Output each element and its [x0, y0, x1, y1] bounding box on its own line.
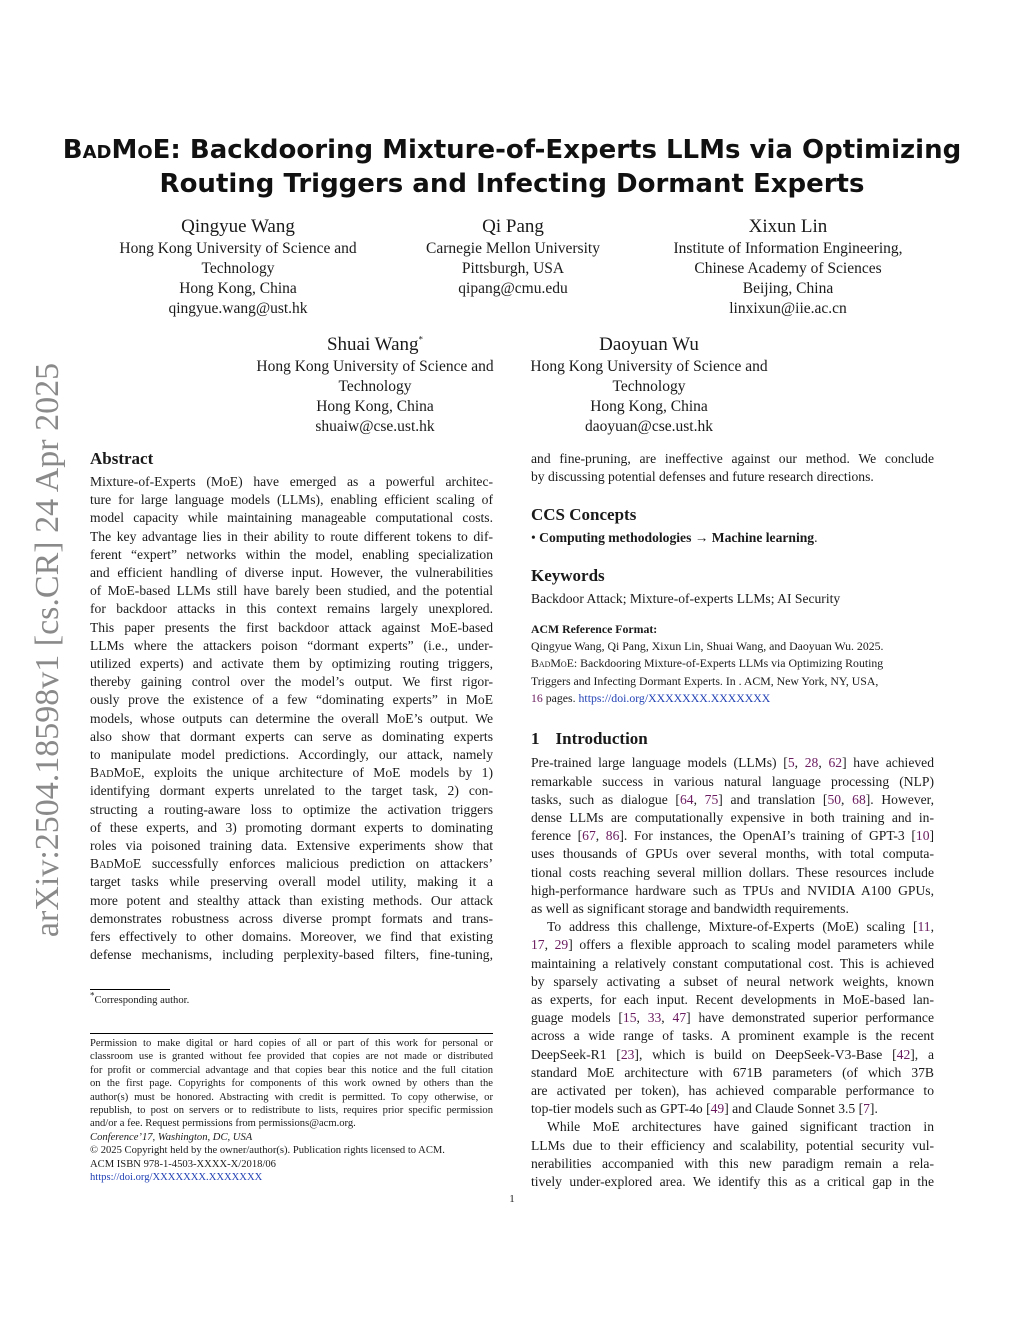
citation-link[interactable]: 75 [704, 791, 719, 807]
author-affiliation: Hong Kong University of Science and [530, 358, 768, 375]
text-line: uses thousands of GPUs over several months, with total computa- [531, 846, 934, 862]
title-line-2: Routing Triggers and Infecting Dormant Experts [159, 169, 865, 199]
ccs-item: Machine learning [711, 530, 815, 546]
citation-link[interactable]: 68 [852, 791, 866, 807]
text-line: republish, to post on servers or to redistribute to lists, requires prior specific permission [90, 1105, 493, 1117]
text-line: thereby gaining control over the model’s output. We first rigor- [90, 674, 493, 690]
text-line: by sparsely activating a subset of neural network weights, known [531, 973, 934, 989]
text-line: top-tier models such as GPT-4o [49] and Claude Sonnet 3.5 [7]. [531, 1101, 878, 1117]
text-line: standard MoE architecture with 671B parameters (of which 37B [531, 1064, 934, 1080]
text-line: LLMs where the attackers poison “dormant experts” (i.e., under- [90, 637, 493, 653]
pages-count[interactable]: 16 [531, 691, 543, 705]
text-line: dense LLMs are computationally expensive in both training and in- [531, 809, 934, 825]
text-line: Permission to make digital or hard copies of all or part of this work for personal or [90, 1038, 493, 1049]
author-block [499, 333, 799, 437]
text-line: BadMoE, exploits the unique architecture of MoE models by 1) [90, 765, 493, 781]
footnote-rule [90, 989, 170, 990]
text-line: While MoE architectures have gained significant traction in [547, 1119, 934, 1135]
text-line: for profit or commercial advantage and that copies bear this notice and the full citation [90, 1064, 493, 1076]
text-line: ference [67, 86]. For instances, the OpenAI’s training of GPT-3 [10] [531, 828, 935, 844]
text-line: and efficient handling of diverse input. However, the vulnerabilities [90, 565, 493, 581]
text-line: LLMs due to their efficiency and scalability, potential security vul- [531, 1137, 934, 1153]
arxiv-identifier[interactable] [30, 360, 66, 940]
pages-word: pages. [545, 691, 576, 705]
text-line: tasks, such as dialogue [64, 75] and translation [50, 68]. However, [531, 791, 935, 807]
text-line: target tasks while preserving overall model utility, making it a [90, 874, 493, 890]
copyright-line: © 2025 Copyright held by the owner/author(s). Publication rights licensed to ACM. [90, 1145, 445, 1157]
citation-link[interactable]: 17 [531, 937, 545, 953]
citation-link[interactable]: 67 [582, 828, 596, 844]
text-line: utilized experts) and activate them by optimizing routing triggers, [90, 656, 493, 672]
ccs-item: Computing methodologies [539, 530, 692, 546]
citation-link[interactable]: 15 [622, 1010, 637, 1026]
citation-link[interactable]: 49 [710, 1101, 725, 1117]
text-line: of these experts, and 3) promoting dormant experts to dominating [90, 819, 493, 835]
section-number: 1 [531, 729, 540, 749]
text-line: To address this challenge, Mixture-of-Experts (MoE) scaling [11, [547, 919, 934, 935]
citation-link[interactable]: 23 [620, 1046, 635, 1062]
citation-link[interactable]: 5 [787, 755, 795, 771]
method-name: BadMoE [90, 765, 142, 781]
acm-reference-line [531, 690, 934, 707]
text-line: as well as significant storage and bandwidth requirements. [531, 900, 849, 916]
text-line: across a wide range of tasks. A prominent example is the recent [531, 1028, 934, 1044]
acm-reference-line: Triggers and Infecting Dormant Experts. In . ACM, New York, NY, USA, [531, 673, 879, 688]
text-line: defense mechanisms, including perplexity-based filters, fine-tuning, [90, 947, 493, 963]
text-line: as experts, for each input. Recent developments in MoE-based lan- [531, 991, 934, 1007]
author-name: Daoyuan Wu [599, 334, 699, 355]
citation-link[interactable]: 7 [863, 1101, 870, 1117]
text-line: The key advantage lies in their ability to route different tokens to dif- [90, 528, 493, 544]
text-line: ously prove the existence of a few “dominating experts” in MoE [90, 692, 493, 708]
text-line: identifying dormant experts unrelated to the target task, 2) con- [90, 783, 493, 799]
author-block [88, 215, 388, 319]
isbn-line: ACM ISBN 978-1-4503-XXXX-X/2018/06 [90, 1158, 276, 1170]
corresponding-author-mark: * [418, 334, 424, 345]
bullet: • [531, 530, 536, 546]
acm-doi-link[interactable]: https://doi.org/XXXXXXX.XXXXXXX [578, 691, 771, 705]
author-email[interactable]: linxixun@iie.ac.cn [729, 300, 847, 317]
text-line: demonstrates robustness across diverse prompt formats and trans- [90, 910, 493, 926]
introduction-heading [531, 728, 934, 750]
text-line: and/or a fee. Request permissions from permissions@acm.org. [90, 1118, 356, 1130]
author-name: Shuai Wang* [326, 334, 424, 355]
text-line: 17, 29] offers a flexible approach to scaling model parameters while [531, 937, 934, 953]
text-line: of MoE-based LLMs still have barely been studied, and the potential [90, 583, 493, 599]
author-location: Hong Kong, China [179, 280, 297, 297]
text-line: DeepSeek-R1 [23], which is build on DeepSeek-V3-Base [42], a [531, 1046, 935, 1062]
citation-link[interactable]: 64 [679, 791, 694, 807]
ccs-heading: CCS Concepts [531, 505, 637, 525]
author-affiliation: Hong Kong University of Science and [119, 240, 357, 257]
method-name: BadMoE [531, 656, 574, 671]
text-line: ture for large language models (LLMs), enabling efficient scaling of [90, 492, 493, 508]
citation-link[interactable]: 33 [647, 1010, 662, 1026]
citation-link[interactable]: 28 [804, 755, 819, 771]
permission-block [90, 1037, 493, 1184]
paper-title [60, 133, 964, 201]
text-line: more potent and stealthy attack than existing methods. Our attack [90, 892, 493, 908]
citation-link[interactable]: 10 [915, 828, 930, 844]
author-email[interactable]: qipang@cmu.edu [458, 280, 568, 297]
method-name: BadMoE [62, 135, 171, 165]
text-line: BadMoE successfully enforces malicious prediction on attackers’ [90, 856, 493, 872]
author-email[interactable]: daoyuan@cse.ust.hk [585, 418, 713, 435]
author-block [638, 215, 938, 319]
text-line: structing a routing-aware loss to optimize the activation triggers [90, 801, 493, 817]
text-line: roles via poisoned training data. Extensive experiments show that [90, 838, 493, 854]
footnote-text: Corresponding author. [94, 995, 190, 1006]
text-line: Mixture-of-Experts (MoE) have emerged as a powerful architec- [90, 474, 493, 489]
text-line: fers effectively to other domains. Moreover, we find that existing [90, 929, 493, 945]
citation-link[interactable]: 47 [672, 1010, 687, 1026]
author-email[interactable]: qingyue.wang@ust.hk [168, 300, 308, 317]
ccs-concepts [531, 529, 934, 547]
text-line: also show that dormant experts can serve as dominating experts [90, 728, 493, 744]
citation-link[interactable]: 50 [827, 791, 842, 807]
text-line: tively under-explored area. We identify this as a critical gap in the [531, 1173, 934, 1189]
author-affiliation: Institute of Information Engineering, [673, 240, 903, 257]
acm-reference [531, 621, 934, 707]
author-location: Hong Kong, China [316, 398, 434, 415]
intro-paragraph-3 [531, 1118, 934, 1191]
footnote-mark: * [90, 990, 95, 1001]
author-block [388, 215, 638, 299]
ccs-end: . [814, 530, 818, 546]
keywords-heading: Keywords [531, 565, 605, 585]
title-line-1: BadMoE: Backdooring Mixture-of-Experts LLMs via Optimizing [62, 135, 962, 165]
text-line: to manipulate model predictions. Accordingly, our attack, namely [90, 747, 493, 763]
text-line: ferent “expert” networks within the model, enabling specialization [90, 546, 493, 562]
citation-link[interactable]: 86 [605, 828, 620, 844]
arrow-icon: → [694, 530, 709, 546]
text-line: high-performance hardware such as TPUs and NVIDIA A100 GPUs, [531, 882, 934, 898]
permission-text [90, 1037, 493, 1131]
text-line: tional costs reaching several million dollars. These resources include [531, 864, 934, 880]
text-line: model capacity while maintaining manageable computational costs. [90, 510, 493, 526]
citation-link[interactable]: 29 [554, 937, 569, 953]
intro-paragraph-2 [531, 918, 934, 1118]
author-location: Beijing, China [742, 280, 834, 297]
author-name: Xixun Lin [748, 216, 828, 237]
intro-paragraph-1 [531, 754, 934, 918]
author-affiliation: Technology [201, 260, 275, 277]
author-location: Hong Kong, China [590, 398, 708, 415]
acm-reference-heading: ACM Reference Format: [531, 621, 658, 636]
text-line: remarkable success in various natural language processing (NLP) [531, 773, 934, 789]
text-line: and fine-pruning, are ineffective against our method. We conclude [531, 451, 934, 466]
author-block [225, 333, 525, 437]
footnote [90, 990, 190, 1006]
author-email[interactable]: shuaiw@cse.ust.hk [315, 418, 435, 435]
keywords-text: Backdoor Attack; Mixture-of-experts LLMs; AI Security [531, 590, 841, 606]
text-line: nerabilities accompanied with this new paradigm remain a rela- [531, 1155, 934, 1171]
abstract-continued [531, 450, 934, 486]
author-name: Qingyue Wang [181, 216, 295, 237]
arxiv-identifier-text: arXiv:2504.18598v1 [cs.CR] 24 Apr 2025 [29, 362, 66, 938]
doi-link[interactable]: https://doi.org/XXXXXXX.XXXXXXX [90, 1172, 263, 1184]
method-name: BadMoE [90, 856, 142, 872]
acm-reference-line: Qingyue Wang, Qi Pang, Xixun Lin, Shuai Wang, and Daoyuan Wu. 2025. [531, 639, 884, 654]
author-affiliation: Technology [338, 378, 412, 395]
text-line: This paper presents the first backdoor attack against MoE-based [90, 619, 493, 635]
citation-link[interactable]: 42 [896, 1046, 911, 1062]
abstract-heading: Abstract [90, 449, 154, 468]
text-line: guage models [15, 33, 47] have demonstrated superior performance [531, 1010, 935, 1026]
author-location: Pittsburgh, USA [461, 260, 565, 277]
abstract-body [90, 473, 493, 964]
text-line: on the first page. Copyrights for components of this work owned by others than the [90, 1078, 493, 1090]
acm-reference-line: BadMoE: Backdooring Mixture-of-Experts LLMs via Optimizing Routing [531, 656, 884, 671]
text-line: by discussing potential defenses and future research directions. [531, 469, 874, 485]
citation-link[interactable]: 62 [828, 755, 843, 771]
conference-info: Conference’17, Washington, DC, USA [90, 1131, 253, 1143]
text-line: for backdoor attacks in this context remains largely unexplored. [90, 601, 493, 617]
author-affiliation: Hong Kong University of Science and [256, 358, 494, 375]
permission-rule [90, 1033, 493, 1034]
author-name: Qi Pang [482, 216, 544, 237]
author-affiliation: Technology [612, 378, 686, 395]
text-line: models, whose outputs can determine the overall MoE’s output. We [90, 710, 493, 726]
author-affiliation: Chinese Academy of Sciences [694, 260, 882, 277]
page-number: 1 [509, 1193, 515, 1205]
author-affiliation: Carnegie Mellon University [426, 240, 600, 257]
abstract-section [90, 448, 493, 964]
text-line: classroom use is granted without fee provided that copies are not made or distributed [90, 1051, 493, 1063]
text-line: maintaining a relatively constant computational cost. This is achieved [531, 955, 934, 971]
right-column [531, 450, 934, 1191]
text-line: are activated per token), has achieved comparable performance to [531, 1082, 934, 1098]
section-title: Introduction [555, 729, 648, 749]
text-line: Pre-trained large language models (LLMs) [5, 28, 62] have achieved [531, 755, 934, 771]
text-line: author(s) must be honored. Abstracting with credit is permitted. To copy otherwise, or [90, 1091, 493, 1103]
citation-link[interactable]: 11 [917, 919, 931, 935]
